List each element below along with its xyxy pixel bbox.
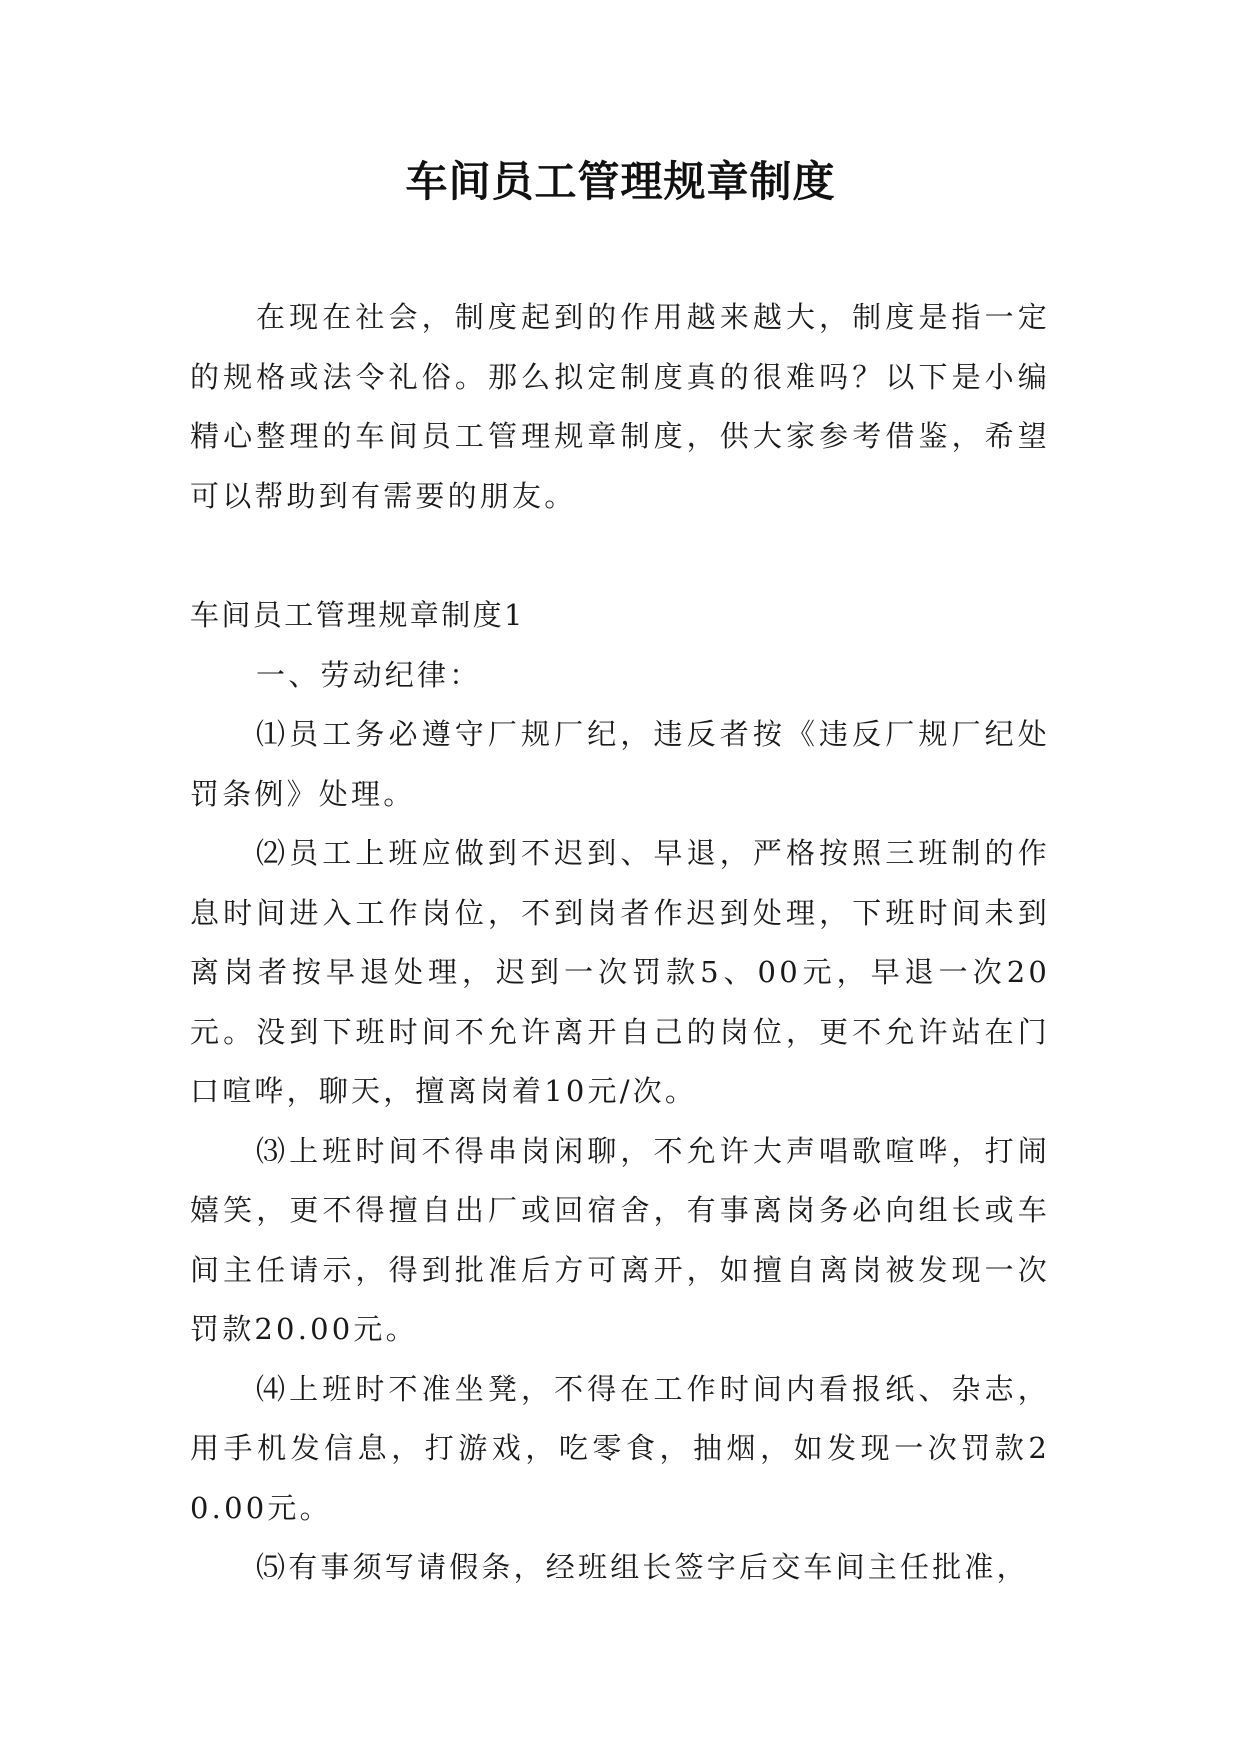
document-body xyxy=(190,288,1050,1598)
rule-item-4: ⑷上班时不准坐凳，不得在工作时间内看报纸、杂志，用手机发信息，打游戏，吃零食，抽烟，如发现一次罚款20.00元。 xyxy=(190,1371,1050,1525)
rule-item-5: ⑸有事须写请假条，经班组长签字后交车间主任批准， xyxy=(256,1550,1029,1584)
rule-item-3: ⑶上班时间不得串岗闲聊，不允许大声唱歌喧哗，打闹嬉笑，更不得擅自出厂或回宿舍，有事离岗务必向组长或车间主任请示，得到批准后方可离开，如擅自离岗被发现一次罚款20.00元。 xyxy=(190,1133,1050,1346)
subsection-heading: 一、劳动纪律： xyxy=(256,657,482,692)
intro-paragraph: 在现在社会，制度起到的作用越来越大，制度是指一定的规格或法令礼俗。那么拟定制度真的很难吗？以下是小编精心整理的车间员工管理规章制度，供大家参考借鉴，希望可以帮助到有需要的朋友。 xyxy=(190,300,1050,513)
rule-item-1: ⑴员工务必遵守厂规厂纪，违反者按《违反厂规厂纪处罚条例》处理。 xyxy=(190,717,1050,811)
paragraph-gap xyxy=(190,526,1050,586)
document-title: 车间员工管理规章制度 xyxy=(405,157,836,206)
rule-item-2: ⑵员工上班应做到不迟到、早退，严格按照三班制的作息时间进入工作岗位，不到岗者作迟到处理，下班时间未到离岗者按早退处理，迟到一次罚款5、00元，早退一次20元。没到下班时间不允许离开自己的岗位，更不允许站在门口喧哗，聊天，擅离岗着10元/次。 xyxy=(190,836,1050,1108)
section-title: 车间员工管理规章制度1 xyxy=(190,598,525,632)
